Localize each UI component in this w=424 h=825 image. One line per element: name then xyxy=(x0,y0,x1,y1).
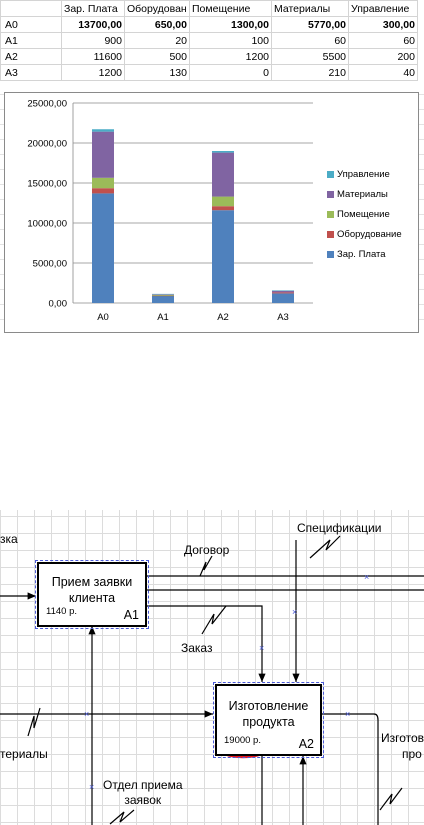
label-product-output-2: про xyxy=(402,747,422,761)
idef0-diagram[interactable] xyxy=(0,510,424,825)
chart-legend[interactable] xyxy=(327,164,402,264)
col-header-management[interactable]: Управление xyxy=(349,1,418,17)
legend-item[interactable] xyxy=(327,244,402,264)
table-cell[interactable]: 11600 xyxy=(62,49,125,65)
function-box-a2[interactable] xyxy=(215,684,322,756)
bar-segment[interactable] xyxy=(152,294,174,295)
bar-segment[interactable] xyxy=(212,206,234,210)
table-cell[interactable]: 1200 xyxy=(190,49,272,65)
legend-swatch xyxy=(327,191,334,198)
bar-segment[interactable] xyxy=(272,290,294,291)
legend-item[interactable] xyxy=(327,224,402,244)
x-tick-label: A0 xyxy=(97,312,109,323)
squiggle-output xyxy=(380,788,402,810)
bar-segment[interactable] xyxy=(152,296,174,297)
table-cell[interactable]: 100 xyxy=(190,33,272,49)
bar-segment[interactable] xyxy=(152,294,174,295)
row-label[interactable]: A2 xyxy=(1,49,62,65)
squiggle-specs xyxy=(310,536,340,558)
arrow-handle[interactable]: × xyxy=(259,643,265,653)
legend-label: Управление xyxy=(337,168,390,180)
label-dept: Отдел приема заявок xyxy=(103,778,183,807)
legend-swatch xyxy=(327,251,334,258)
arrow-handle[interactable]: × xyxy=(89,782,95,792)
cost-table xyxy=(0,0,418,81)
x-tick-label: A1 xyxy=(157,312,169,323)
header-row xyxy=(1,1,418,17)
bar-segment[interactable] xyxy=(152,295,174,296)
label-order-input: зка xyxy=(0,532,18,546)
col-header-equipment[interactable]: Оборудован xyxy=(125,1,190,17)
table-cell[interactable]: 60 xyxy=(272,33,349,49)
table-row xyxy=(1,49,418,65)
squiggle-order xyxy=(202,606,226,634)
x-tick-label: A2 xyxy=(217,312,229,323)
table-row xyxy=(1,17,418,33)
bar-segment[interactable] xyxy=(152,296,174,303)
y-tick-label: 25000,00 xyxy=(27,98,67,110)
legend-label: Оборудование xyxy=(337,228,402,240)
y-tick-label: 15000,00 xyxy=(27,178,67,190)
row-label[interactable]: A0 xyxy=(1,17,62,33)
bar-segment[interactable] xyxy=(212,151,234,153)
squiggle-contract xyxy=(200,556,212,576)
y-tick-label: 0,00 xyxy=(48,298,67,310)
table-cell[interactable]: 200 xyxy=(349,49,418,65)
legend-swatch xyxy=(327,231,334,238)
table-row xyxy=(1,33,418,49)
legend-label: Помещение xyxy=(337,208,390,220)
table-cell[interactable]: 5770,00 xyxy=(272,17,349,33)
bar-segment[interactable] xyxy=(272,292,294,293)
y-tick-label: 20000,00 xyxy=(27,138,67,150)
legend-swatch xyxy=(327,171,334,178)
legend-label: Материалы xyxy=(337,188,388,200)
bar-segment[interactable] xyxy=(92,132,114,178)
table-cell[interactable]: 40 xyxy=(349,65,418,81)
col-header-materials[interactable]: Материалы xyxy=(272,1,349,17)
table-cell[interactable]: 13700,00 xyxy=(62,17,125,33)
corner-cell[interactable] xyxy=(1,1,62,17)
bar-segment[interactable] xyxy=(212,153,234,197)
bar-segment[interactable] xyxy=(92,188,114,193)
arrow-product-output[interactable] xyxy=(322,714,378,825)
bar-segment[interactable] xyxy=(272,291,294,293)
label-contract: Договор xyxy=(184,543,230,557)
spreadsheet xyxy=(0,0,424,340)
label-order: Заказ xyxy=(181,641,213,655)
box-cost: 19000 р. xyxy=(224,735,261,746)
box-number: A2 xyxy=(298,737,314,751)
squiggle-materials xyxy=(28,708,40,736)
legend-label: Зар. Плата xyxy=(337,248,386,260)
label-materials: териалы xyxy=(0,747,48,761)
table-cell[interactable]: 5500 xyxy=(272,49,349,65)
table-cell[interactable]: 0 xyxy=(190,65,272,81)
table-cell[interactable]: 1200 xyxy=(62,65,125,81)
label-product-output: Изготов xyxy=(381,731,424,745)
table-cell[interactable]: 1300,00 xyxy=(190,17,272,33)
diagram-arrows xyxy=(0,510,424,825)
label-specifications: Спецификации xyxy=(297,521,382,535)
bar-segment[interactable] xyxy=(92,129,114,131)
arrow-handle[interactable]: × xyxy=(292,607,298,617)
box-number: A1 xyxy=(123,608,139,622)
y-tick-label: 5000,00 xyxy=(32,258,67,270)
row-label[interactable]: A3 xyxy=(1,65,62,81)
legend-item[interactable] xyxy=(327,204,402,224)
table-cell[interactable]: 900 xyxy=(62,33,125,49)
table-cell[interactable]: 300,00 xyxy=(349,17,418,33)
bar-segment[interactable] xyxy=(272,293,294,303)
legend-item[interactable] xyxy=(327,184,402,204)
table-cell[interactable]: 650,00 xyxy=(125,17,190,33)
table-cell[interactable]: 130 xyxy=(125,65,190,81)
table-row xyxy=(1,65,418,81)
arrow-handle[interactable]: × xyxy=(345,709,351,719)
legend-swatch xyxy=(327,211,334,218)
col-header-premises[interactable]: Помещение xyxy=(190,1,272,17)
bar-segment[interactable] xyxy=(212,210,234,303)
table-cell[interactable]: 500 xyxy=(125,49,190,65)
table-cell[interactable]: 60 xyxy=(349,33,418,49)
squiggle-dept xyxy=(110,810,134,824)
y-tick-label: 10000,00 xyxy=(27,218,67,230)
box-title: Изготовление продукта xyxy=(228,699,309,729)
row-label[interactable]: A1 xyxy=(1,33,62,49)
box-cost: 1140 р. xyxy=(46,606,77,617)
table-cell[interactable]: 20 xyxy=(125,33,190,49)
legend-item[interactable] xyxy=(327,164,402,184)
x-tick-label: A3 xyxy=(277,312,289,323)
bar-segment[interactable] xyxy=(92,193,114,303)
stacked-bar-chart[interactable] xyxy=(4,92,419,333)
col-header-salary[interactable]: Зар. Плата xyxy=(62,1,125,17)
table-cell[interactable]: 210 xyxy=(272,65,349,81)
arrow-handle[interactable]: × xyxy=(364,572,370,582)
bar-segment[interactable] xyxy=(92,178,114,188)
bar-segment[interactable] xyxy=(212,197,234,207)
arrow-handle[interactable]: × xyxy=(84,709,90,719)
function-box-a1[interactable] xyxy=(37,562,147,627)
box-title: Прием заявки клиента xyxy=(51,575,133,605)
